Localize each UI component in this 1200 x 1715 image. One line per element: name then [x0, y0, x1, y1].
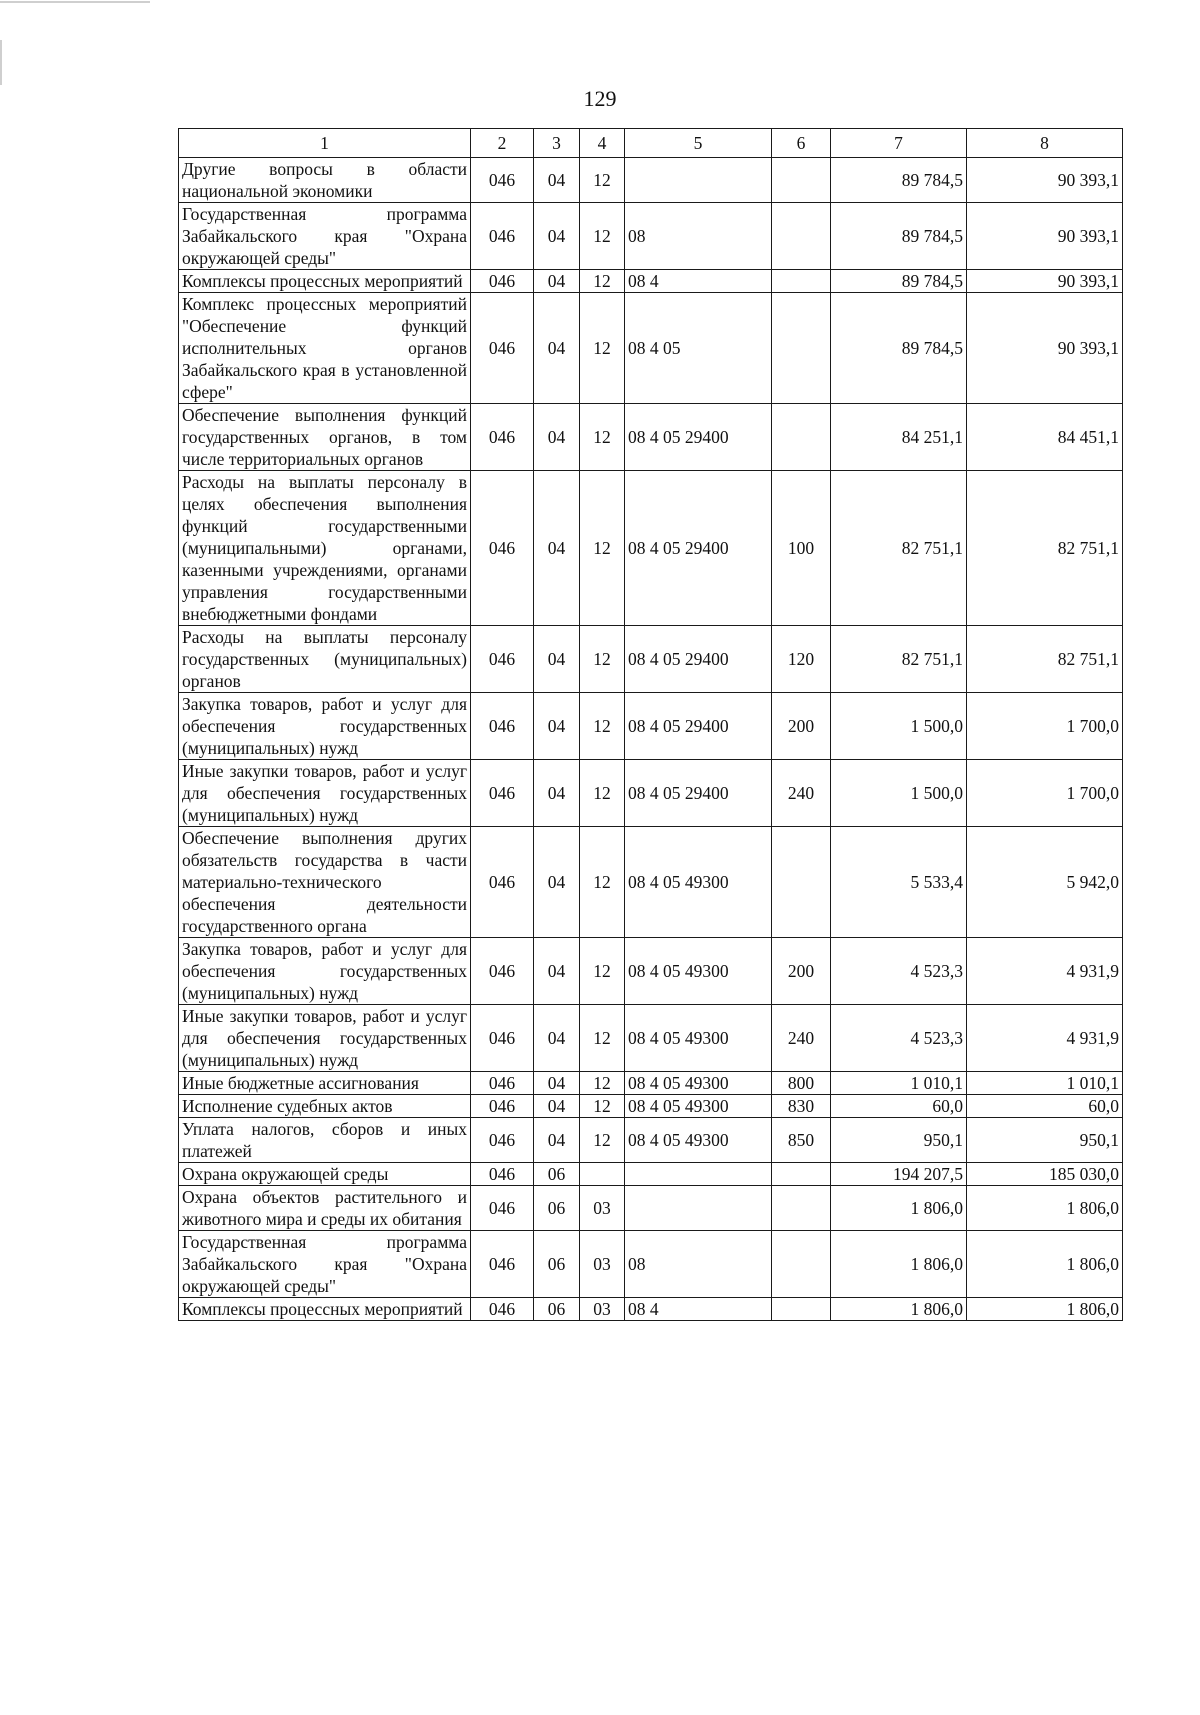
table-row — [179, 1163, 1123, 1186]
row-code-section: 04 — [534, 1118, 580, 1163]
row-name: Государственная программа Забайкальского края "Охрана окружающей среды" — [179, 1231, 471, 1298]
row-amount-year2: 4 931,9 — [967, 938, 1123, 1005]
row-name: Комплексы процессных мероприятий — [179, 1298, 471, 1321]
row-code-subsection: 12 — [580, 938, 625, 1005]
row-code-admin: 046 — [471, 270, 534, 293]
row-amount-year2: 82 751,1 — [967, 471, 1123, 626]
col-header-7: 7 — [831, 129, 967, 158]
row-name: Охрана объектов растительного и животного мира и среды их обитания — [179, 1186, 471, 1231]
row-code-target: 08 4 05 — [625, 293, 772, 404]
row-code-subsection: 12 — [580, 293, 625, 404]
row-code-section: 04 — [534, 760, 580, 827]
table-row — [179, 938, 1123, 1005]
row-name: Охрана окружающей среды — [179, 1163, 471, 1186]
row-name: Расходы на выплаты персоналу государственных (муниципальных) органов — [179, 626, 471, 693]
row-amount-year1: 82 751,1 — [831, 626, 967, 693]
table-row — [179, 404, 1123, 471]
row-amount-year1: 1 500,0 — [831, 760, 967, 827]
table-header-row — [179, 129, 1123, 158]
row-amount-year2: 1 806,0 — [967, 1231, 1123, 1298]
table-row — [179, 270, 1123, 293]
row-name: Государственная программа Забайкальского края "Охрана окружающей среды" — [179, 203, 471, 270]
row-code-admin: 046 — [471, 1231, 534, 1298]
row-code-expense-type — [772, 1163, 831, 1186]
col-header-6: 6 — [772, 129, 831, 158]
row-code-subsection: 03 — [580, 1231, 625, 1298]
row-code-subsection: 12 — [580, 158, 625, 203]
row-code-admin: 046 — [471, 626, 534, 693]
row-code-subsection: 12 — [580, 1118, 625, 1163]
row-amount-year1: 1 806,0 — [831, 1298, 967, 1321]
row-amount-year2: 90 393,1 — [967, 158, 1123, 203]
row-code-subsection: 03 — [580, 1186, 625, 1231]
row-code-expense-type: 200 — [772, 938, 831, 1005]
row-name: Закупка товаров, работ и услуг для обеспечения государственных (муниципальных) нужд — [179, 693, 471, 760]
row-amount-year1: 5 533,4 — [831, 827, 967, 938]
row-code-subsection: 12 — [580, 827, 625, 938]
row-name: Иные бюджетные ассигнования — [179, 1072, 471, 1095]
table-body — [179, 158, 1123, 1321]
row-code-section: 04 — [534, 1072, 580, 1095]
row-amount-year1: 194 207,5 — [831, 1163, 967, 1186]
table-row — [179, 1095, 1123, 1118]
row-code-expense-type: 850 — [772, 1118, 831, 1163]
row-code-subsection: 12 — [580, 626, 625, 693]
row-code-target: 08 4 05 49300 — [625, 827, 772, 938]
row-code-subsection: 12 — [580, 693, 625, 760]
row-code-section: 04 — [534, 827, 580, 938]
row-amount-year2: 185 030,0 — [967, 1163, 1123, 1186]
row-amount-year1: 89 784,5 — [831, 270, 967, 293]
row-code-subsection — [580, 1163, 625, 1186]
row-code-subsection: 12 — [580, 404, 625, 471]
table-row — [179, 693, 1123, 760]
row-code-section: 04 — [534, 626, 580, 693]
row-code-admin: 046 — [471, 158, 534, 203]
row-amount-year2: 60,0 — [967, 1095, 1123, 1118]
row-code-admin: 046 — [471, 827, 534, 938]
row-code-subsection: 12 — [580, 1005, 625, 1072]
row-code-section: 06 — [534, 1163, 580, 1186]
row-code-expense-type — [772, 293, 831, 404]
table-row — [179, 1186, 1123, 1231]
row-code-admin: 046 — [471, 1005, 534, 1072]
page-number: 129 — [583, 86, 617, 111]
row-name: Исполнение судебных актов — [179, 1095, 471, 1118]
row-amount-year2: 1 806,0 — [967, 1298, 1123, 1321]
row-code-admin: 046 — [471, 203, 534, 270]
row-code-target: 08 4 — [625, 270, 772, 293]
row-code-target: 08 4 05 29400 — [625, 471, 772, 626]
row-code-admin: 046 — [471, 293, 534, 404]
row-code-target — [625, 1163, 772, 1186]
scan-artifact-left-edge — [0, 40, 2, 85]
row-code-admin: 046 — [471, 1298, 534, 1321]
row-code-admin: 046 — [471, 471, 534, 626]
row-amount-year2: 82 751,1 — [967, 626, 1123, 693]
col-header-2: 2 — [471, 129, 534, 158]
col-header-4: 4 — [580, 129, 625, 158]
row-code-expense-type: 830 — [772, 1095, 831, 1118]
row-name: Комплексы процессных мероприятий — [179, 270, 471, 293]
row-name: Расходы на выплаты персоналу в целях обеспечения выполнения функций государственными (муниципальными) органами, казенными учреждениями, органами управления государственными внебюджетными фондами — [179, 471, 471, 626]
row-amount-year2: 90 393,1 — [967, 270, 1123, 293]
row-code-subsection: 03 — [580, 1298, 625, 1321]
table-row — [179, 293, 1123, 404]
budget-table — [178, 128, 1123, 1321]
row-code-expense-type — [772, 827, 831, 938]
row-amount-year1: 89 784,5 — [831, 293, 967, 404]
row-code-section: 04 — [534, 471, 580, 626]
row-code-section: 04 — [534, 404, 580, 471]
row-code-target: 08 4 05 49300 — [625, 1118, 772, 1163]
table-row — [179, 203, 1123, 270]
row-amount-year1: 4 523,3 — [831, 1005, 967, 1072]
row-name: Обеспечение выполнения функций государственных органов, в том числе территориальных органов — [179, 404, 471, 471]
row-code-section: 04 — [534, 693, 580, 760]
row-code-expense-type: 240 — [772, 760, 831, 827]
row-code-admin: 046 — [471, 938, 534, 1005]
row-code-section: 04 — [534, 293, 580, 404]
row-amount-year1: 89 784,5 — [831, 203, 967, 270]
row-code-subsection: 12 — [580, 1072, 625, 1095]
row-code-target: 08 4 05 29400 — [625, 404, 772, 471]
table-row — [179, 1118, 1123, 1163]
row-name: Другие вопросы в области национальной экономики — [179, 158, 471, 203]
row-code-target: 08 4 05 29400 — [625, 626, 772, 693]
row-code-target: 08 4 05 49300 — [625, 1005, 772, 1072]
row-amount-year1: 4 523,3 — [831, 938, 967, 1005]
row-amount-year2: 4 931,9 — [967, 1005, 1123, 1072]
row-code-subsection: 12 — [580, 1095, 625, 1118]
row-code-target — [625, 1186, 772, 1231]
row-amount-year2: 5 942,0 — [967, 827, 1123, 938]
row-amount-year1: 82 751,1 — [831, 471, 967, 626]
row-amount-year2: 90 393,1 — [967, 203, 1123, 270]
table-row — [179, 1298, 1123, 1321]
row-code-expense-type — [772, 270, 831, 293]
row-code-expense-type — [772, 203, 831, 270]
row-code-target — [625, 158, 772, 203]
row-name: Иные закупки товаров, работ и услуг для обеспечения государственных (муниципальных) нужд — [179, 760, 471, 827]
row-code-admin: 046 — [471, 1163, 534, 1186]
row-code-target: 08 4 05 49300 — [625, 1095, 772, 1118]
row-amount-year1: 1 806,0 — [831, 1186, 967, 1231]
row-code-section: 06 — [534, 1231, 580, 1298]
row-code-section: 04 — [534, 158, 580, 203]
row-amount-year2: 90 393,1 — [967, 293, 1123, 404]
row-amount-year1: 1 500,0 — [831, 693, 967, 760]
row-code-expense-type: 200 — [772, 693, 831, 760]
row-code-expense-type: 100 — [772, 471, 831, 626]
table-row — [179, 827, 1123, 938]
row-code-admin: 046 — [471, 1118, 534, 1163]
row-code-subsection: 12 — [580, 760, 625, 827]
row-code-expense-type — [772, 1186, 831, 1231]
row-code-expense-type: 120 — [772, 626, 831, 693]
row-name: Обеспечение выполнения других обязательств государства в части материально-технического обеспечения деятельности государственного органа — [179, 827, 471, 938]
row-code-expense-type — [772, 1298, 831, 1321]
row-code-admin: 046 — [471, 693, 534, 760]
row-code-section: 04 — [534, 270, 580, 293]
row-code-section: 04 — [534, 1095, 580, 1118]
row-amount-year2: 1 806,0 — [967, 1186, 1123, 1231]
row-name: Уплата налогов, сборов и иных платежей — [179, 1118, 471, 1163]
row-code-target: 08 4 05 29400 — [625, 693, 772, 760]
table-row — [179, 760, 1123, 827]
row-code-target: 08 4 — [625, 1298, 772, 1321]
row-amount-year2: 1 700,0 — [967, 760, 1123, 827]
row-amount-year1: 89 784,5 — [831, 158, 967, 203]
row-code-admin: 046 — [471, 404, 534, 471]
row-code-admin: 046 — [471, 1186, 534, 1231]
row-amount-year1: 950,1 — [831, 1118, 967, 1163]
table-row — [179, 158, 1123, 203]
row-code-section: 04 — [534, 203, 580, 270]
row-code-expense-type — [772, 404, 831, 471]
row-amount-year1: 1 806,0 — [831, 1231, 967, 1298]
row-code-expense-type — [772, 158, 831, 203]
row-code-subsection: 12 — [580, 471, 625, 626]
row-name: Закупка товаров, работ и услуг для обеспечения государственных (муниципальных) нужд — [179, 938, 471, 1005]
table-row — [179, 1231, 1123, 1298]
row-code-expense-type: 240 — [772, 1005, 831, 1072]
row-code-target: 08 4 05 49300 — [625, 938, 772, 1005]
row-code-section: 04 — [534, 938, 580, 1005]
row-code-target: 08 — [625, 203, 772, 270]
row-amount-year2: 84 451,1 — [967, 404, 1123, 471]
row-code-admin: 046 — [471, 760, 534, 827]
row-amount-year1: 1 010,1 — [831, 1072, 967, 1095]
row-name: Иные закупки товаров, работ и услуг для обеспечения государственных (муниципальных) нужд — [179, 1005, 471, 1072]
row-amount-year1: 84 251,1 — [831, 404, 967, 471]
row-code-target: 08 — [625, 1231, 772, 1298]
row-code-admin: 046 — [471, 1095, 534, 1118]
row-code-section: 06 — [534, 1186, 580, 1231]
row-code-target: 08 4 05 49300 — [625, 1072, 772, 1095]
col-header-3: 3 — [534, 129, 580, 158]
col-header-1: 1 — [179, 129, 471, 158]
row-amount-year2: 950,1 — [967, 1118, 1123, 1163]
col-header-5: 5 — [625, 129, 772, 158]
row-code-section: 04 — [534, 1005, 580, 1072]
row-amount-year2: 1 010,1 — [967, 1072, 1123, 1095]
row-code-admin: 046 — [471, 1072, 534, 1095]
scan-artifact-top-line — [0, 1, 150, 3]
col-header-8: 8 — [967, 129, 1123, 158]
row-code-expense-type — [772, 1231, 831, 1298]
table-row — [179, 626, 1123, 693]
row-name: Комплекс процессных мероприятий "Обеспечение функций исполнительных органов Забайкальского края в установленной сфере" — [179, 293, 471, 404]
row-code-subsection: 12 — [580, 270, 625, 293]
row-code-section: 06 — [534, 1298, 580, 1321]
row-code-subsection: 12 — [580, 203, 625, 270]
row-amount-year1: 60,0 — [831, 1095, 967, 1118]
table-row — [179, 1005, 1123, 1072]
table-row — [179, 471, 1123, 626]
row-code-target: 08 4 05 29400 — [625, 760, 772, 827]
row-amount-year2: 1 700,0 — [967, 693, 1123, 760]
table-row — [179, 1072, 1123, 1095]
row-code-expense-type: 800 — [772, 1072, 831, 1095]
